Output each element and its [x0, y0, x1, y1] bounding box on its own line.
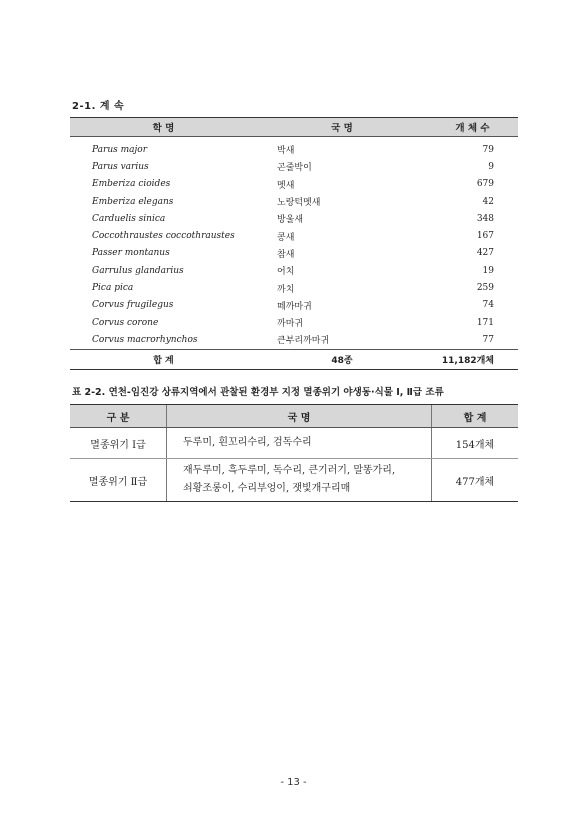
- korean-name-cell: 곤줄박이: [277, 163, 312, 174]
- korean-name-cell: 방울새: [277, 215, 304, 226]
- scientific-name-cell: Corvus macrorhynchos: [92, 334, 198, 345]
- count-cell: 259: [476, 283, 494, 294]
- table-row: [70, 210, 518, 227]
- total-row: [70, 349, 518, 369]
- scientific-name-cell: Garrulus glandarius: [92, 265, 184, 276]
- korean-name-cell: 어치: [277, 267, 295, 278]
- count-cell: 77: [482, 334, 494, 345]
- header-count: 개 체 수: [427, 118, 518, 137]
- scientific-name-cell: Corvus frugilegus: [92, 300, 174, 311]
- table2-caption: 표 2-2. 연천-임진강 상류지역에서 관찰된 환경부 지정 멸종위기 야생동·식물 Ⅰ, Ⅱ급 조류: [72, 387, 444, 398]
- korean-name-cell: 까치: [277, 284, 295, 295]
- table-row: [70, 459, 518, 502]
- species-rows: [70, 137, 518, 350]
- table-row: [70, 137, 518, 159]
- count-cell: 19: [482, 265, 494, 276]
- korean-name-cell: 떼까마귀: [277, 301, 312, 312]
- scientific-name-cell: Corvus corone: [92, 317, 159, 328]
- korean-name-cell: 노랑턱멧새: [277, 198, 321, 209]
- header-korean-name: 국 명: [167, 405, 432, 428]
- count-cell: 9: [488, 161, 494, 172]
- korean-name-cell: 박새: [277, 146, 295, 157]
- table-header-row: [70, 118, 518, 137]
- korean-name-cell: 까마귀: [277, 319, 304, 330]
- table-row: [70, 193, 518, 210]
- species-count-table: [70, 117, 518, 370]
- total-cell: 154개체: [432, 428, 519, 459]
- scientific-name-cell: Emberiza elegans: [92, 196, 174, 207]
- table-row: [70, 428, 518, 459]
- total-cell: 477개체: [432, 459, 519, 502]
- table-row: [70, 245, 518, 262]
- count-cell: 427: [476, 248, 494, 259]
- total-count: 11,182개체: [427, 349, 518, 369]
- table-row: [70, 227, 518, 244]
- table-row: [70, 279, 518, 296]
- scientific-name-cell: Parus varius: [92, 161, 149, 172]
- species-names-line: 쇠황조롱이, 수리부엉이, 잿빛개구리매: [183, 483, 351, 494]
- scientific-name-cell: Passer montanus: [92, 248, 170, 259]
- korean-name-cell: 참새: [277, 249, 295, 260]
- header-category: 구 분: [70, 405, 167, 428]
- header-total: 합 계: [432, 405, 519, 428]
- korean-name-cell: 멧새: [277, 180, 295, 191]
- korean-name-cell: 큰부리까마귀: [277, 336, 330, 347]
- count-cell: 79: [482, 144, 494, 155]
- table-row: [70, 297, 518, 314]
- scientific-name-cell: Carduelis sinica: [92, 213, 166, 224]
- section-title: 2-1. 계 속: [72, 101, 125, 112]
- table-row: [70, 176, 518, 193]
- total-label: 합 계: [70, 349, 257, 369]
- korean-name-cell: 콩새: [277, 232, 295, 243]
- table-header-row: [70, 405, 518, 428]
- table-row: [70, 158, 518, 175]
- species-names-line: 재두루미, 흑두루미, 독수리, 큰기러기, 말똥가리,: [183, 465, 396, 476]
- species-names-cell: [167, 428, 432, 459]
- scientific-name-cell: Coccothraustes coccothraustes: [92, 231, 235, 242]
- header-scientific-name: 학 명: [70, 118, 257, 137]
- page-number: - 13 -: [280, 777, 307, 788]
- scientific-name-cell: Pica pica: [92, 283, 134, 294]
- category-cell: 멸종위기 Ⅱ급: [70, 459, 167, 502]
- species-names-line: 두루미, 흰꼬리수리, 검독수리: [183, 437, 312, 448]
- count-cell: 171: [476, 317, 494, 328]
- category-cell: 멸종위기 Ⅰ급: [70, 428, 167, 459]
- endangered-species-table: [70, 404, 518, 502]
- table-row: [70, 331, 518, 349]
- count-cell: 679: [476, 179, 494, 190]
- total-species: 48종: [257, 349, 427, 369]
- count-cell: 74: [482, 300, 494, 311]
- scientific-name-cell: Emberiza cioides: [92, 179, 171, 190]
- header-korean-name: 국 명: [257, 118, 427, 137]
- count-cell: 348: [476, 213, 494, 224]
- scientific-name-cell: Parus major: [92, 144, 148, 155]
- table-row: [70, 262, 518, 279]
- species-names-cell: [167, 459, 432, 502]
- count-cell: 42: [482, 196, 494, 207]
- table-row: [70, 314, 518, 331]
- count-cell: 167: [476, 231, 494, 242]
